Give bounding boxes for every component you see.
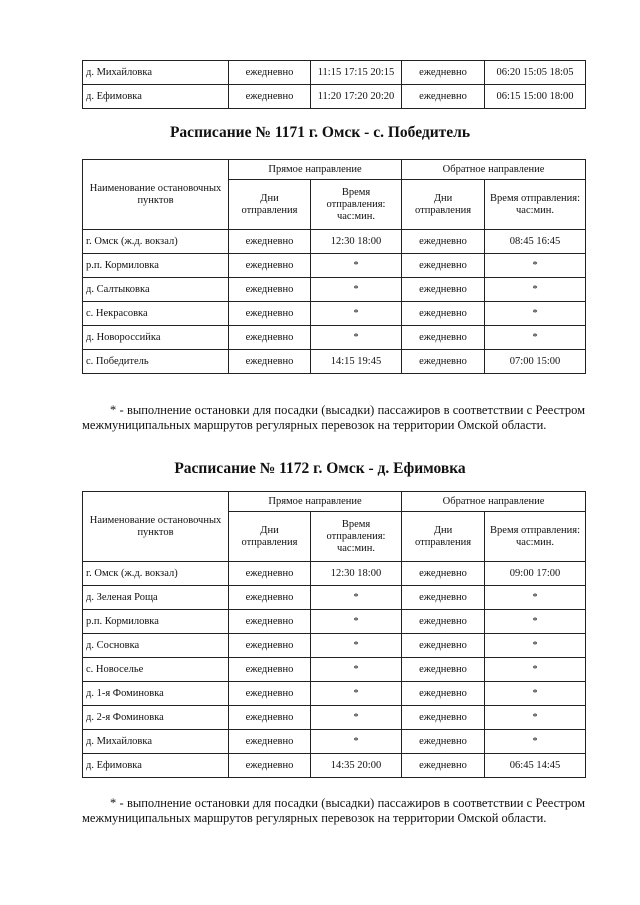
days-forward: ежедневно	[229, 754, 311, 778]
days-forward: ежедневно	[229, 658, 311, 682]
stop-name: д. Новороссийка	[83, 326, 229, 350]
stop-name: д. Михайловка	[83, 61, 229, 85]
days-forward: ежедневно	[229, 230, 311, 254]
table-row	[83, 254, 586, 278]
backward-header: Обратное направление	[402, 492, 586, 512]
stop-name: д. 1-я Фоминовка	[83, 682, 229, 706]
time-forward: *	[311, 682, 402, 706]
time-header: Время отправления: час:мин.	[485, 180, 586, 230]
schedule-title: Расписание № 1171 г. Омск - с. Победитель	[169, 124, 471, 141]
days-header: Дни отправления	[402, 180, 485, 230]
time-backward: *	[485, 730, 586, 754]
time-forward: 14:35 20:00	[311, 754, 402, 778]
time-header: Время отправления: час:мин.	[311, 512, 402, 562]
days-backward: ежедневно	[402, 278, 485, 302]
days-backward: ежедневно	[402, 610, 485, 634]
table-row	[83, 85, 586, 109]
days-backward: ежедневно	[402, 85, 485, 109]
stop-name: д. Зеленая Роща	[83, 586, 229, 610]
stop-name: с. Новоселье	[83, 658, 229, 682]
time-forward: 14:15 19:45	[311, 350, 402, 374]
table-row	[83, 230, 586, 254]
footnote: * - выполнение остановки для посадки (высадки) пассажиров в соответствии с Реестром межмуниципальных маршрутов регулярных перевозок на территории Омской области.	[82, 796, 585, 825]
time-backward: 06:15 15:00 18:00	[485, 85, 586, 109]
time-backward: 09:00 17:00	[485, 562, 586, 586]
stop-name: д. Салтыковка	[83, 278, 229, 302]
days-backward: ежедневно	[402, 634, 485, 658]
days-forward: ежедневно	[229, 562, 311, 586]
days-forward: ежедневно	[229, 706, 311, 730]
time-header: Время отправления: час:мин.	[311, 180, 402, 230]
stop-name: г. Омск (ж.д. вокзал)	[83, 230, 229, 254]
table-row	[83, 610, 586, 634]
days-header: Дни отправления	[402, 512, 485, 562]
stop-name: с. Победитель	[83, 350, 229, 374]
stop-name: р.п. Кормиловка	[83, 254, 229, 278]
days-backward: ежедневно	[402, 61, 485, 85]
stop-name: с. Некрасовка	[83, 302, 229, 326]
time-forward: 12:30 18:00	[311, 562, 402, 586]
table-row	[83, 278, 586, 302]
time-forward: *	[311, 610, 402, 634]
days-forward: ежедневно	[229, 254, 311, 278]
days-backward: ежедневно	[402, 350, 485, 374]
time-backward: 08:45 16:45	[485, 230, 586, 254]
days-forward: ежедневно	[229, 586, 311, 610]
table-row	[83, 302, 586, 326]
stop-name: г. Омск (ж.д. вокзал)	[83, 562, 229, 586]
table-row	[83, 754, 586, 778]
time-backward: *	[485, 326, 586, 350]
time-backward: 06:20 15:05 18:05	[485, 61, 586, 85]
schedule-body	[83, 562, 586, 778]
forward-header: Прямое направление	[229, 160, 402, 180]
time-backward: *	[485, 610, 586, 634]
time-forward: *	[311, 278, 402, 302]
schedule-title: Расписание № 1172 г. Омск - д. Ефимовка	[174, 460, 466, 477]
time-header: Время отправления: час:мин.	[485, 512, 586, 562]
time-forward: 11:20 17:20 20:20	[311, 85, 402, 109]
stops-header: Наименование остановочных пунктов	[83, 492, 229, 562]
days-backward: ежедневно	[402, 682, 485, 706]
time-forward: *	[311, 730, 402, 754]
time-backward: *	[485, 658, 586, 682]
continued-schedule-table	[82, 60, 586, 109]
table-row	[83, 586, 586, 610]
schedule-table	[82, 491, 586, 778]
time-backward: *	[485, 634, 586, 658]
days-forward: ежедневно	[229, 85, 311, 109]
days-forward: ежедневно	[229, 302, 311, 326]
days-backward: ежедневно	[402, 706, 485, 730]
time-backward: *	[485, 254, 586, 278]
stop-name: д. Ефимовка	[83, 85, 229, 109]
days-forward: ежедневно	[229, 610, 311, 634]
time-backward: *	[485, 278, 586, 302]
days-forward: ежедневно	[229, 634, 311, 658]
time-forward: 12:30 18:00	[311, 230, 402, 254]
time-backward: *	[485, 706, 586, 730]
table-row	[83, 730, 586, 754]
days-backward: ежедневно	[402, 562, 485, 586]
days-header: Дни отправления	[229, 180, 311, 230]
table-row	[83, 350, 586, 374]
time-backward: *	[485, 586, 586, 610]
days-backward: ежедневно	[402, 254, 485, 278]
time-forward: 11:15 17:15 20:15	[311, 61, 402, 85]
forward-header: Прямое направление	[229, 492, 402, 512]
table-row	[83, 634, 586, 658]
days-forward: ежедневно	[229, 326, 311, 350]
days-backward: ежедневно	[402, 230, 485, 254]
table-row	[83, 562, 586, 586]
table-row	[83, 658, 586, 682]
schedule-table	[82, 159, 586, 374]
schedule-body	[83, 230, 586, 374]
stop-name: д. Михайловка	[83, 730, 229, 754]
days-backward: ежедневно	[402, 326, 485, 350]
time-forward: *	[311, 254, 402, 278]
time-forward: *	[311, 634, 402, 658]
stop-name: д. 2-я Фоминовка	[83, 706, 229, 730]
days-backward: ежедневно	[402, 658, 485, 682]
days-backward: ежедневно	[402, 754, 485, 778]
days-backward: ежедневно	[402, 586, 485, 610]
days-forward: ежедневно	[229, 730, 311, 754]
time-forward: *	[311, 658, 402, 682]
days-forward: ежедневно	[229, 350, 311, 374]
time-backward: *	[485, 302, 586, 326]
time-forward: *	[311, 586, 402, 610]
footnote: * - выполнение остановки для посадки (высадки) пассажиров в соответствии с Реестром межмуниципальных маршрутов регулярных перевозок на территории Омской области.	[82, 403, 585, 432]
days-header: Дни отправления	[229, 512, 311, 562]
stop-name: д. Сосновка	[83, 634, 229, 658]
table-row	[83, 61, 586, 85]
time-forward: *	[311, 302, 402, 326]
stops-header: Наименование остановочных пунктов	[83, 160, 229, 230]
time-forward: *	[311, 706, 402, 730]
days-backward: ежедневно	[402, 302, 485, 326]
days-backward: ежедневно	[402, 730, 485, 754]
days-forward: ежедневно	[229, 278, 311, 302]
time-backward: 06:45 14:45	[485, 754, 586, 778]
time-forward: *	[311, 326, 402, 350]
time-backward: *	[485, 682, 586, 706]
table-row	[83, 682, 586, 706]
stop-name: д. Ефимовка	[83, 754, 229, 778]
days-forward: ежедневно	[229, 682, 311, 706]
table-row	[83, 706, 586, 730]
time-backward: 07:00 15:00	[485, 350, 586, 374]
backward-header: Обратное направление	[402, 160, 586, 180]
days-forward: ежедневно	[229, 61, 311, 85]
stop-name: р.п. Кормиловка	[83, 610, 229, 634]
table-row	[83, 326, 586, 350]
